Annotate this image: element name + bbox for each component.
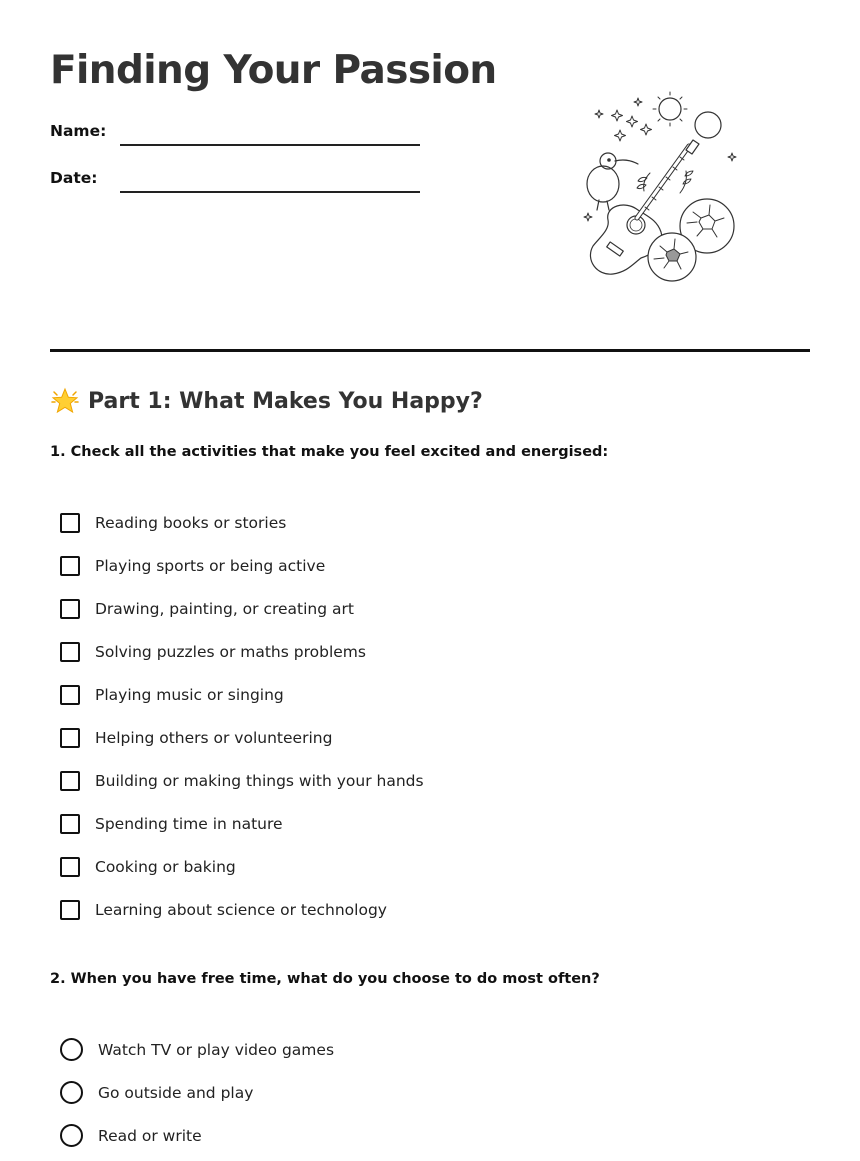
radio-button[interactable] xyxy=(60,1038,83,1061)
question-2: 2. When you have free time, what do you choose to do most often? xyxy=(50,971,600,987)
activity-option[interactable] xyxy=(60,845,424,888)
activity-option[interactable] xyxy=(60,630,424,673)
checkbox[interactable] xyxy=(60,556,80,576)
activity-option[interactable] xyxy=(60,587,424,630)
checkbox[interactable] xyxy=(60,857,80,877)
activity-option[interactable] xyxy=(60,802,424,845)
checkbox[interactable] xyxy=(60,599,80,619)
checkbox[interactable] xyxy=(60,728,80,748)
option-label: Solving puzzles or maths problems xyxy=(95,642,366,661)
checkbox[interactable] xyxy=(60,642,80,662)
checkbox[interactable] xyxy=(60,900,80,920)
name-input-line[interactable] xyxy=(120,144,420,146)
option-label: Reading books or stories xyxy=(95,513,287,532)
option-label: Building or making things with your hands xyxy=(95,771,424,790)
checkbox[interactable] xyxy=(60,771,80,791)
option-label: Playing sports or being active xyxy=(95,556,326,575)
part1-heading xyxy=(50,386,483,416)
passion-illustration xyxy=(575,88,745,288)
activity-option[interactable] xyxy=(60,716,424,759)
free-time-option[interactable] xyxy=(60,1114,334,1157)
checkbox[interactable] xyxy=(60,685,80,705)
activity-option[interactable] xyxy=(60,888,424,931)
date-label: Date: xyxy=(50,169,98,187)
activity-option[interactable] xyxy=(60,544,424,587)
page-title: Finding Your Passion xyxy=(50,48,497,93)
option-label: Read or write xyxy=(98,1126,202,1145)
option-label: Go outside and play xyxy=(98,1083,254,1102)
option-label: Drawing, painting, or creating art xyxy=(95,599,354,618)
date-input-line[interactable] xyxy=(120,191,420,193)
radio-button[interactable] xyxy=(60,1081,83,1104)
option-label: Watch TV or play video games xyxy=(98,1040,335,1059)
free-time-options xyxy=(60,1028,334,1157)
option-label: Cooking or baking xyxy=(95,857,236,876)
option-label: Spending time in nature xyxy=(95,814,283,833)
activities-checklist xyxy=(60,501,424,931)
activity-option[interactable] xyxy=(60,759,424,802)
free-time-option[interactable] xyxy=(60,1071,334,1114)
activity-option[interactable] xyxy=(60,673,424,716)
option-label: Playing music or singing xyxy=(95,685,284,704)
checkbox[interactable] xyxy=(60,814,80,834)
section-divider xyxy=(50,349,810,352)
part1-heading-text: Part 1: What Makes You Happy? xyxy=(88,388,483,414)
radio-button[interactable] xyxy=(60,1124,83,1147)
option-label: Learning about science or technology xyxy=(95,900,387,919)
checkbox[interactable] xyxy=(60,513,80,533)
date-field xyxy=(50,169,430,199)
name-field xyxy=(50,122,430,152)
option-label: Helping others or volunteering xyxy=(95,728,333,747)
activity-option[interactable] xyxy=(60,501,424,544)
question-1: 1. Check all the activities that make you feel excited and energised: xyxy=(50,444,609,460)
name-label: Name: xyxy=(50,122,107,140)
free-time-option[interactable] xyxy=(60,1028,334,1071)
glowing-star-icon xyxy=(50,386,80,416)
